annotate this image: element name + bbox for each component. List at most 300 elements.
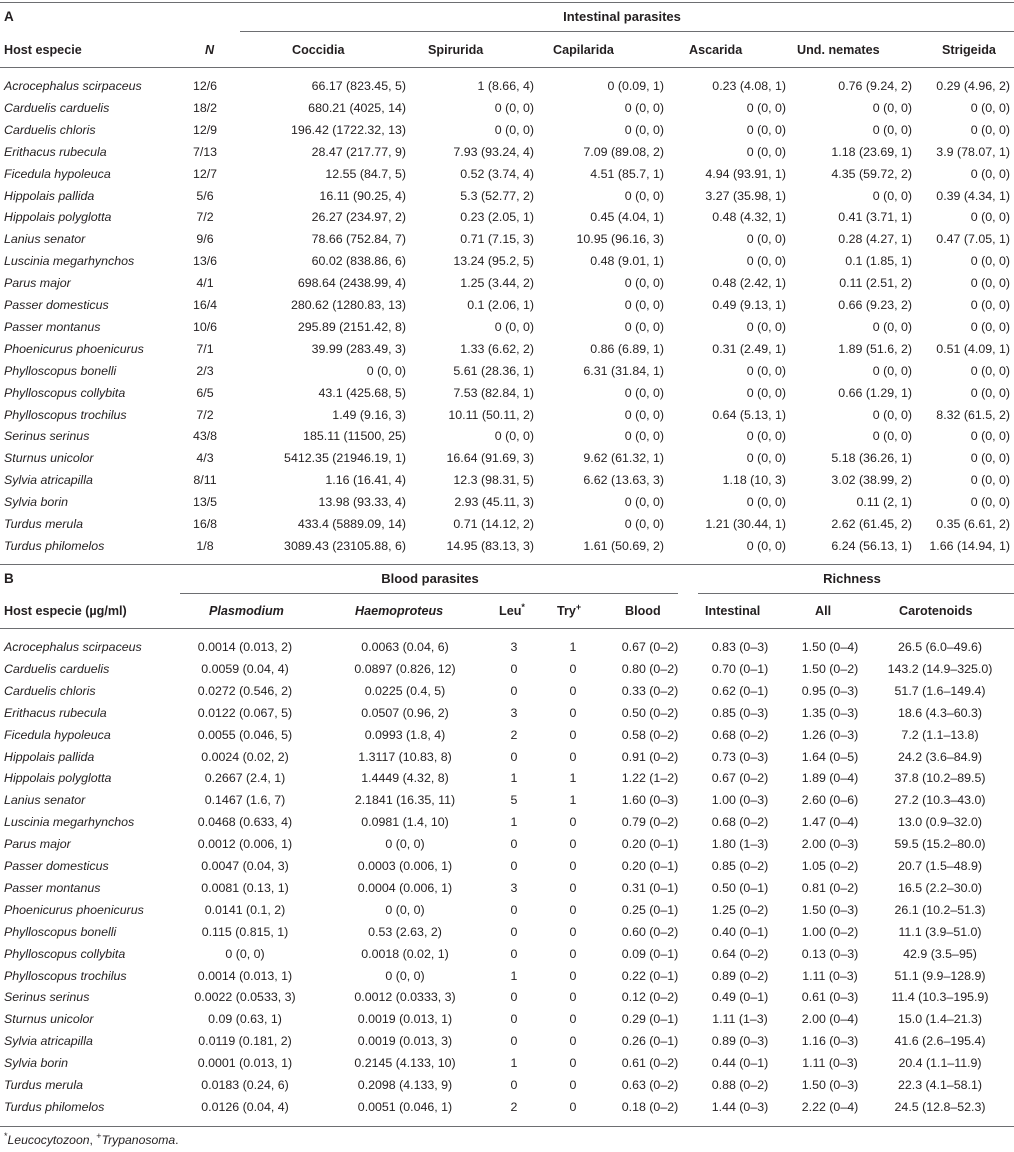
spirurida-cell: 14.95 (83.13, 3) xyxy=(446,538,534,553)
leu-cell: 1 xyxy=(510,771,518,786)
ascarida-cell: 0.31 (2.49, 1) xyxy=(712,341,786,356)
host-cell: Ficedula hypoleuca xyxy=(4,166,111,181)
table-row xyxy=(0,1030,1014,1052)
carotenoids-cell: 143.2 (14.9–325.0) xyxy=(887,661,993,676)
table-row xyxy=(0,163,1014,185)
header-plasmodium: Plasmodium xyxy=(209,604,284,618)
try-cell: 0 xyxy=(569,968,577,983)
carotenoids-cell: 51.1 (9.9–128.9) xyxy=(894,968,986,983)
strigeida-cell: 0 (0, 0) xyxy=(970,451,1010,466)
carotenoids-cell: 24.2 (3.6–84.9) xyxy=(897,749,983,764)
ascarida-cell: 0 (0, 0) xyxy=(746,538,786,553)
und-nemates-cell: 4.35 (59.72, 2) xyxy=(831,166,912,181)
plasmodium-cell: 0.0014 (0.013, 1) xyxy=(197,968,293,983)
und-nemates-cell: 0.1 (1.85, 1) xyxy=(845,254,912,269)
haemoproteus-cell: 0.0897 (0.826, 12) xyxy=(354,661,456,676)
table-row xyxy=(0,833,1014,855)
intestinal-cell: 0.85 (0–2) xyxy=(711,859,769,873)
host-cell: Hippolais pallida xyxy=(4,188,95,203)
strigeida-cell: 8.32 (61.5, 2) xyxy=(936,407,1010,422)
leu-cell: 1 xyxy=(510,968,518,983)
n-cell: 2/3 xyxy=(196,363,214,378)
haemoproteus-cell: 0.0993 (1.8, 4) xyxy=(364,727,446,742)
haemoproteus-cell: 0.0012 (0.0333, 3) xyxy=(354,990,456,1005)
blood-cell: 0.33 (0–2) xyxy=(621,683,679,698)
carotenoids-cell: 16.5 (2.2–30.0) xyxy=(897,880,983,895)
ascarida-cell: 0 (0, 0) xyxy=(746,122,786,137)
try-cell: 0 xyxy=(569,1099,577,1114)
table-row xyxy=(0,702,1014,724)
plasmodium-cell: 0.0081 (0.13, 1) xyxy=(201,880,289,895)
footnote-try-mark: + xyxy=(96,1130,102,1141)
blood-group-rule xyxy=(180,593,678,594)
header-intestinal: Intestinal xyxy=(705,604,761,618)
plasmodium-cell: 0.09 (0.63, 1) xyxy=(208,1012,282,1027)
capilarida-cell: 0.86 (6.89, 1) xyxy=(590,341,664,356)
spirurida-cell: 5.3 (52.77, 2) xyxy=(460,188,534,203)
leu-cell: 5 xyxy=(510,793,518,808)
leu-cell: 1 xyxy=(510,1056,518,1071)
n-cell: 7/2 xyxy=(196,407,214,422)
strigeida-cell: 0.29 (4.96, 2) xyxy=(936,79,1010,93)
intestinal-cell: 0.68 (0–2) xyxy=(711,815,769,830)
host-cell: Lanius senator xyxy=(4,232,86,247)
table-row xyxy=(0,767,1014,789)
coccidia-cell: 60.02 (838.86, 6) xyxy=(311,254,406,269)
ascarida-cell: 0 (0, 0) xyxy=(746,495,786,510)
strigeida-cell: 0 (0, 0) xyxy=(970,495,1010,510)
host-cell: Lanius senator xyxy=(4,793,86,808)
table-row xyxy=(0,141,1014,163)
leu-cell: 0 xyxy=(510,1034,518,1049)
all-cell: 0.61 (0–3) xyxy=(801,990,859,1005)
ascarida-cell: 0 (0, 0) xyxy=(746,144,786,159)
capilarida-cell: 0 (0, 0) xyxy=(624,429,664,444)
try-cell: 0 xyxy=(569,1078,577,1092)
host-cell: Serinus serinus xyxy=(4,429,90,444)
intestinal-cell: 0.40 (0–1) xyxy=(711,924,769,939)
header-try-mark: + xyxy=(575,601,582,612)
blood-cell: 0.67 (0–2) xyxy=(621,640,679,654)
n-cell: 6/5 xyxy=(196,385,214,400)
host-cell: Passer montanus xyxy=(4,319,101,334)
host-cell: Serinus serinus xyxy=(4,990,90,1005)
host-cell: Carduelis carduelis xyxy=(4,100,110,115)
plasmodium-cell: 0.0055 (0.046, 5) xyxy=(197,727,293,742)
coccidia-cell: 680.21 (4025, 14) xyxy=(308,100,406,115)
ascarida-cell: 0.23 (4.08, 1) xyxy=(712,79,786,93)
richness-group-rule xyxy=(698,593,1014,594)
intestinal-cell: 0.64 (0–2) xyxy=(711,946,769,961)
table-row xyxy=(0,425,1014,447)
haemoproteus-cell: 0.2098 (4.133, 9) xyxy=(357,1078,453,1092)
host-cell: Phylloscopus bonelli xyxy=(4,924,117,939)
table-row xyxy=(0,789,1014,811)
plasmodium-cell: 0.0468 (0.633, 4) xyxy=(197,815,293,830)
coccidia-cell: 39.99 (283.49, 3) xyxy=(311,341,406,356)
table-bottom-rule xyxy=(0,1126,1014,1127)
host-cell: Turdus merula xyxy=(4,1078,83,1092)
try-cell: 1 xyxy=(569,771,577,786)
n-cell: 43/8 xyxy=(192,429,218,444)
haemoproteus-cell: 0.0019 (0.013, 3) xyxy=(357,1034,453,1049)
capilarida-cell: 0 (0, 0) xyxy=(624,385,664,400)
capilarida-cell: 1.61 (50.69, 2) xyxy=(583,538,664,553)
intestinal-group-rule xyxy=(240,31,1014,32)
capilarida-cell: 0 (0, 0) xyxy=(624,407,664,422)
footnote-separator: , xyxy=(89,1133,97,1147)
blood-cell: 0.31 (0–1) xyxy=(621,880,679,895)
spirurida-cell: 7.53 (82.84, 1) xyxy=(453,385,534,400)
host-cell: Hippolais polyglotta xyxy=(4,210,112,225)
strigeida-cell: 0.51 (4.09, 1) xyxy=(936,341,1010,356)
leu-cell: 0 xyxy=(510,859,518,873)
try-cell: 0 xyxy=(569,924,577,939)
n-cell: 12/6 xyxy=(192,79,218,93)
blood-cell: 1.60 (0–3) xyxy=(621,793,679,808)
table-row xyxy=(0,921,1014,943)
all-cell: 1.05 (0–2) xyxy=(801,859,859,873)
table-row xyxy=(0,535,1014,557)
und-nemates-cell: 2.62 (61.45, 2) xyxy=(831,517,912,531)
n-cell: 9/6 xyxy=(196,232,214,247)
table-b-letter: B xyxy=(4,571,14,586)
blood-cell: 0.80 (0–2) xyxy=(621,661,679,676)
plasmodium-cell: 0.0122 (0.067, 5) xyxy=(197,705,293,720)
intestinal-cell: 0.62 (0–1) xyxy=(711,683,769,698)
host-cell: Sylvia atricapilla xyxy=(4,1034,93,1049)
all-cell: 1.00 (0–2) xyxy=(801,924,859,939)
ascarida-cell: 1.21 (30.44, 1) xyxy=(705,517,786,531)
ascarida-cell: 0 (0, 0) xyxy=(746,363,786,378)
capilarida-cell: 0 (0, 0) xyxy=(624,276,664,291)
und-nemates-cell: 0 (0, 0) xyxy=(872,429,912,444)
intestinal-parasites-title: Intestinal parasites xyxy=(563,9,681,24)
try-cell: 0 xyxy=(569,902,577,917)
header-all: All xyxy=(815,604,832,618)
haemoproteus-cell: 0 (0, 0) xyxy=(385,902,425,917)
carotenoids-cell: 41.6 (2.6–195.4) xyxy=(894,1034,986,1049)
try-cell: 0 xyxy=(569,859,577,873)
n-cell: 7/1 xyxy=(196,341,214,356)
blood-cell: 0.58 (0–2) xyxy=(621,727,679,742)
haemoproteus-cell: 0.0003 (0.006, 1) xyxy=(357,859,453,873)
spirurida-cell: 5.61 (28.36, 1) xyxy=(453,363,534,378)
table-row xyxy=(0,382,1014,404)
spirurida-cell: 12.3 (98.31, 5) xyxy=(453,473,534,488)
table-a-top-rule xyxy=(0,2,1014,3)
und-nemates-cell: 0 (0, 0) xyxy=(872,319,912,334)
und-nemates-cell: 0 (0, 0) xyxy=(872,363,912,378)
table-row xyxy=(0,491,1014,513)
coccidia-cell: 28.47 (217.77, 9) xyxy=(311,144,406,159)
header-ascarida: Ascarida xyxy=(689,43,743,57)
header-haemoproteus: Haemoproteus xyxy=(355,604,444,618)
strigeida-cell: 0 (0, 0) xyxy=(970,210,1010,225)
carotenoids-cell: 11.4 (10.3–195.9) xyxy=(891,990,989,1005)
strigeida-cell: 1.66 (14.94, 1) xyxy=(929,538,1010,553)
header-leu-mark: * xyxy=(521,601,525,612)
haemoproteus-cell: 0.0004 (0.006, 1) xyxy=(357,880,453,895)
leu-cell: 0 xyxy=(510,837,518,852)
und-nemates-cell: 0 (0, 0) xyxy=(872,188,912,203)
header-carotenoids: Carotenoids xyxy=(899,604,973,618)
capilarida-cell: 0 (0, 0) xyxy=(624,298,664,312)
coccidia-cell: 78.66 (752.84, 7) xyxy=(311,232,406,247)
und-nemates-cell: 0.28 (4.27, 1) xyxy=(838,232,912,247)
ascarida-cell: 0.64 (5.13, 1) xyxy=(712,407,786,422)
coccidia-cell: 66.17 (823.45, 5) xyxy=(311,79,406,93)
plasmodium-cell: 0.0024 (0.02, 2) xyxy=(201,749,289,764)
all-cell: 1.35 (0–3) xyxy=(801,705,859,720)
footnote xyxy=(4,1130,179,1147)
carotenoids-cell: 24.5 (12.8–52.3) xyxy=(894,1099,986,1114)
all-cell: 1.47 (0–4) xyxy=(801,815,859,830)
host-cell: Turdus merula xyxy=(4,517,83,531)
intestinal-cell: 0.50 (0–1) xyxy=(711,880,769,895)
table-row xyxy=(0,1052,1014,1074)
try-cell: 0 xyxy=(569,1034,577,1049)
all-cell: 1.64 (0–5) xyxy=(801,749,859,764)
table-row xyxy=(0,97,1014,119)
host-cell: Phoenicurus phoenicurus xyxy=(4,902,144,917)
coccidia-cell: 3089.43 (23105.88, 6) xyxy=(284,538,406,553)
host-cell: Sylvia borin xyxy=(4,495,69,510)
all-cell: 2.00 (0–3) xyxy=(801,837,859,852)
ascarida-cell: 0 (0, 0) xyxy=(746,429,786,444)
coccidia-cell: 16.11 (90.25, 4) xyxy=(319,188,406,203)
carotenoids-cell: 37.8 (10.2–89.5) xyxy=(894,771,986,786)
spirurida-cell: 0 (0, 0) xyxy=(494,429,534,444)
carotenoids-cell: 26.5 (6.0–49.6) xyxy=(897,640,983,654)
host-cell: Phylloscopus bonelli xyxy=(4,363,117,378)
intestinal-cell: 1.00 (0–3) xyxy=(711,793,769,808)
capilarida-cell: 0 (0, 0) xyxy=(624,100,664,115)
table-row xyxy=(0,469,1014,491)
header-strigeida: Strigeida xyxy=(942,43,996,57)
haemoproteus-cell: 0 (0, 0) xyxy=(385,968,425,983)
haemoproteus-cell: 0.2145 (4.133, 10) xyxy=(354,1056,456,1071)
table-row xyxy=(0,228,1014,250)
intestinal-cell: 0.44 (0–1) xyxy=(711,1056,769,1071)
table-row xyxy=(0,680,1014,702)
table-row xyxy=(0,447,1014,469)
blood-cell: 0.20 (0–1) xyxy=(621,859,679,873)
carotenoids-cell: 26.1 (10.2–51.3) xyxy=(894,902,986,917)
capilarida-cell: 0 (0.09, 1) xyxy=(607,79,664,93)
haemoproteus-cell: 0.53 (2.63, 2) xyxy=(368,924,442,939)
host-cell: Passer domesticus xyxy=(4,859,109,873)
capilarida-cell: 6.31 (31.84, 1) xyxy=(583,363,664,378)
carotenoids-cell: 20.4 (1.1–11.9) xyxy=(898,1056,982,1071)
ascarida-cell: 0 (0, 0) xyxy=(746,385,786,400)
host-cell: Phylloscopus trochilus xyxy=(4,968,127,983)
leu-cell: 3 xyxy=(510,880,518,895)
und-nemates-cell: 0 (0, 0) xyxy=(872,122,912,137)
table-row xyxy=(0,1074,1014,1096)
n-cell: 16/8 xyxy=(192,517,218,531)
all-cell: 0.95 (0–3) xyxy=(801,683,859,698)
host-cell: Carduelis chloris xyxy=(4,122,96,137)
host-cell: Sturnus unicolor xyxy=(4,451,94,466)
coccidia-cell: 280.62 (1280.83, 13) xyxy=(290,298,406,312)
spirurida-cell: 0.71 (7.15, 3) xyxy=(460,232,534,247)
plasmodium-cell: 0.0272 (0.546, 2) xyxy=(197,683,293,698)
n-cell: 5/6 xyxy=(196,188,214,203)
leu-cell: 0 xyxy=(510,924,518,939)
haemoproteus-cell: 0 (0, 0) xyxy=(385,837,425,852)
spirurida-cell: 0 (0, 0) xyxy=(494,122,534,137)
all-cell: 1.50 (0–2) xyxy=(801,661,859,676)
intestinal-cell: 0.68 (0–2) xyxy=(711,727,769,742)
spirurida-cell: 7.93 (93.24, 4) xyxy=(453,144,534,159)
strigeida-cell: 0.35 (6.61, 2) xyxy=(936,517,1010,531)
coccidia-cell: 433.4 (5889.09, 14) xyxy=(297,517,406,531)
leu-cell: 0 xyxy=(510,1012,518,1027)
richness-title: Richness xyxy=(823,571,881,586)
table-b-top-rule xyxy=(0,564,1014,565)
ascarida-cell: 1.18 (10, 3) xyxy=(722,473,786,488)
plasmodium-cell: 0.1467 (1.6, 7) xyxy=(204,793,286,808)
n-cell: 12/9 xyxy=(192,122,218,137)
intestinal-cell: 1.80 (1–3) xyxy=(711,837,769,852)
strigeida-cell: 0.47 (7.05, 1) xyxy=(936,232,1010,247)
coccidia-cell: 1.16 (16.41, 4) xyxy=(325,473,406,488)
host-cell: Turdus philomelos xyxy=(4,1099,105,1114)
plasmodium-cell: 0.115 (0.815, 1) xyxy=(201,924,289,939)
n-cell: 1/8 xyxy=(196,538,214,553)
n-cell: 13/5 xyxy=(192,495,218,510)
intestinal-cell: 1.44 (0–3) xyxy=(711,1099,769,1114)
haemoproteus-cell: 1.3117 (10.83, 8) xyxy=(358,749,452,764)
host-cell: Ficedula hypoleuca xyxy=(4,727,111,742)
all-cell: 0.81 (0–2) xyxy=(801,880,859,895)
strigeida-cell: 0 (0, 0) xyxy=(970,319,1010,334)
carotenoids-cell: 18.6 (4.3–60.3) xyxy=(897,705,983,720)
table-row xyxy=(0,75,1014,97)
capilarida-cell: 7.09 (89.08, 2) xyxy=(583,144,664,159)
capilarida-cell: 0 (0, 0) xyxy=(624,495,664,510)
haemoproteus-cell: 0.0018 (0.02, 1) xyxy=(361,946,449,961)
header-coccidia: Coccidia xyxy=(292,43,345,57)
try-cell: 0 xyxy=(569,815,577,830)
table-row xyxy=(0,206,1014,228)
blood-cell: 0.18 (0–2) xyxy=(621,1099,679,1114)
intestinal-cell: 0.67 (0–2) xyxy=(711,771,769,786)
ascarida-cell: 0.48 (4.32, 1) xyxy=(712,210,786,225)
blood-cell: 0.20 (0–1) xyxy=(621,837,679,852)
host-cell: Passer domesticus xyxy=(4,298,109,312)
header-spirurida: Spirurida xyxy=(428,43,484,57)
coccidia-cell: 0 (0, 0) xyxy=(366,363,406,378)
host-cell: Phylloscopus collybita xyxy=(4,946,126,961)
coccidia-cell: 43.1 (425.68, 5) xyxy=(318,385,406,400)
capilarida-cell: 0 (0, 0) xyxy=(624,188,664,203)
table-row xyxy=(0,272,1014,294)
und-nemates-cell: 0.11 (2.51, 2) xyxy=(839,276,912,291)
carotenoids-cell: 59.5 (15.2–80.0) xyxy=(894,837,986,852)
leu-cell: 0 xyxy=(510,946,518,961)
leu-cell: 0 xyxy=(510,990,518,1005)
intestinal-cell: 0.89 (0–3) xyxy=(711,1034,769,1049)
table-row xyxy=(0,986,1014,1008)
intestinal-cell: 0.85 (0–3) xyxy=(711,705,769,720)
strigeida-cell: 0 (0, 0) xyxy=(970,385,1010,400)
blood-cell: 1.22 (1–2) xyxy=(621,771,679,786)
header-capilarida: Capilarida xyxy=(553,43,614,57)
strigeida-cell: 0 (0, 0) xyxy=(970,429,1010,444)
blood-cell: 0.09 (0–1) xyxy=(621,946,679,961)
blood-cell: 0.26 (0–1) xyxy=(621,1034,679,1049)
haemoproteus-cell: 1.4449 (4.32, 8) xyxy=(361,771,449,786)
coccidia-cell: 13.98 (93.33, 4) xyxy=(318,495,406,510)
host-cell: Turdus philomelos xyxy=(4,538,105,553)
header-host-especie-ugml: Host especie (µg/ml) xyxy=(4,604,127,618)
host-cell: Sturnus unicolor xyxy=(4,1012,94,1027)
coccidia-cell: 5412.35 (21946.19, 1) xyxy=(284,451,406,466)
plasmodium-cell: 0.2667 (2.4, 1) xyxy=(204,771,286,786)
strigeida-cell: 0 (0, 0) xyxy=(970,166,1010,181)
all-cell: 1.50 (0–4) xyxy=(801,640,859,654)
capilarida-cell: 0.45 (4.04, 1) xyxy=(590,210,664,225)
capilarida-cell: 0 (0, 0) xyxy=(624,517,664,531)
all-cell: 2.22 (0–4) xyxy=(801,1099,859,1114)
table-a-letter: A xyxy=(4,9,14,24)
leu-cell: 0 xyxy=(510,902,518,917)
und-nemates-cell: 0 (0, 0) xyxy=(872,100,912,115)
haemoproteus-cell: 0.0063 (0.04, 6) xyxy=(361,640,449,654)
try-cell: 0 xyxy=(569,661,577,676)
spirurida-cell: 1.25 (3.44, 2) xyxy=(460,276,534,291)
leu-cell: 3 xyxy=(510,640,518,654)
all-cell: 2.60 (0–6) xyxy=(801,793,859,808)
ascarida-cell: 0 (0, 0) xyxy=(746,232,786,247)
table-row xyxy=(0,658,1014,680)
table-row xyxy=(0,250,1014,272)
coccidia-cell: 1.49 (9.16, 3) xyxy=(332,407,406,422)
blood-cell: 0.61 (0–2) xyxy=(621,1056,679,1071)
header-blood: Blood xyxy=(625,604,661,618)
host-cell: Phoenicurus phoenicurus xyxy=(4,341,144,356)
table-row xyxy=(0,899,1014,921)
table-row xyxy=(0,404,1014,426)
n-cell: 13/6 xyxy=(192,254,218,269)
try-cell: 0 xyxy=(569,946,577,961)
table-row xyxy=(0,294,1014,316)
strigeida-cell: 0.39 (4.34, 1) xyxy=(936,188,1010,203)
ascarida-cell: 0 (0, 0) xyxy=(746,319,786,334)
und-nemates-cell: 0.66 (1.29, 1) xyxy=(838,385,912,400)
host-cell: Hippolais polyglotta xyxy=(4,771,112,786)
coccidia-cell: 295.89 (2151.42, 8) xyxy=(297,319,406,334)
host-cell: Phylloscopus trochilus xyxy=(4,407,127,422)
und-nemates-cell: 1.18 (23.69, 1) xyxy=(831,144,912,159)
plasmodium-cell: 0.0183 (0.24, 6) xyxy=(201,1078,289,1092)
header-leu xyxy=(499,601,525,618)
try-cell: 0 xyxy=(569,990,577,1005)
footnote-leu-mark: * xyxy=(4,1130,8,1141)
ascarida-cell: 4.94 (93.91, 1) xyxy=(705,166,786,181)
host-cell: Acrocephalus scirpaceus xyxy=(4,640,142,654)
haemoproteus-cell: 0.0507 (0.96, 2) xyxy=(361,705,449,720)
host-cell: Luscinia megarhynchos xyxy=(4,254,135,269)
carotenoids-cell: 20.7 (1.5–48.9) xyxy=(897,859,983,873)
coccidia-cell: 698.64 (2438.99, 4) xyxy=(297,276,406,291)
all-cell: 1.50 (0–3) xyxy=(801,1078,859,1092)
plasmodium-cell: 0 (0, 0) xyxy=(225,946,265,961)
ascarida-cell: 3.27 (35.98, 1) xyxy=(705,188,786,203)
n-cell: 4/3 xyxy=(196,451,214,466)
